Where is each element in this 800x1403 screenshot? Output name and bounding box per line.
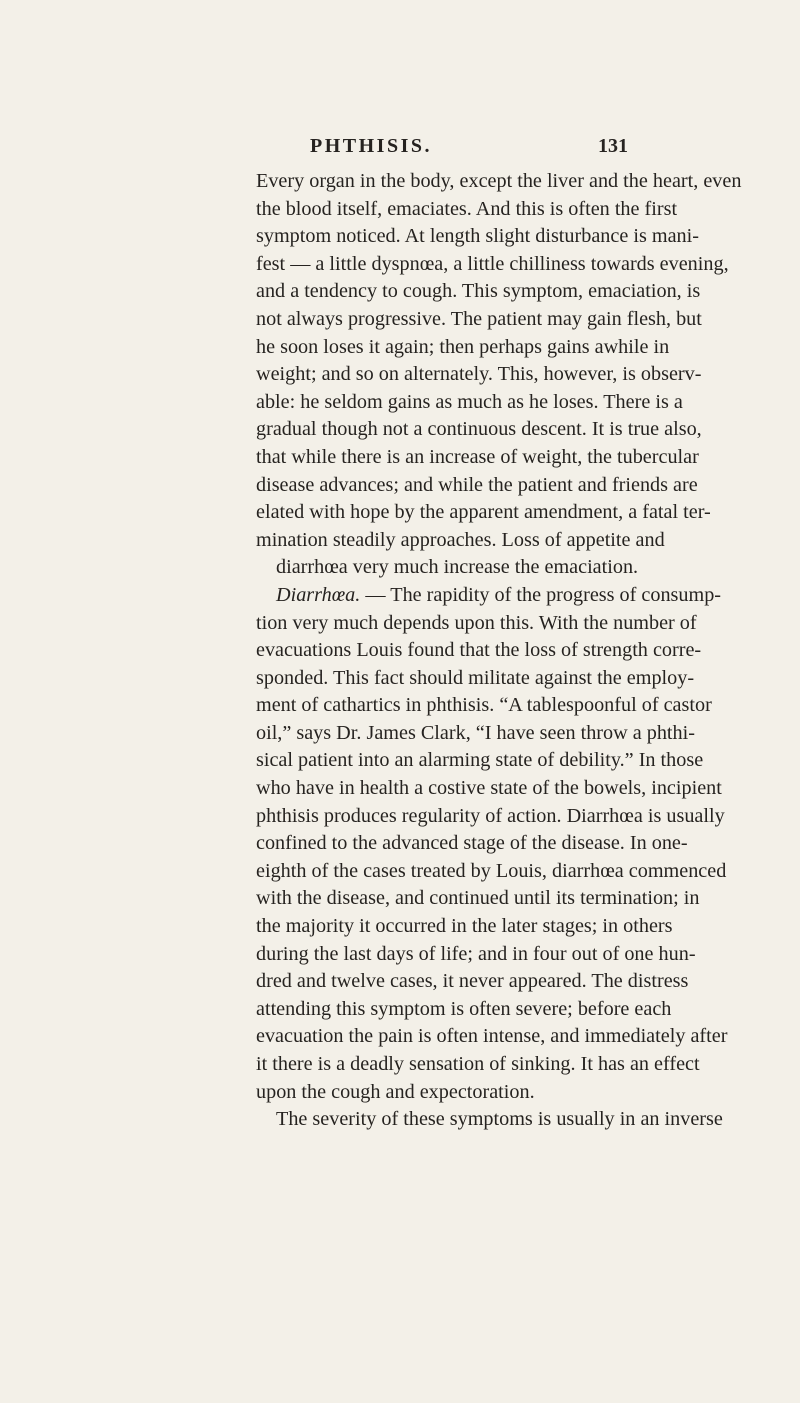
section-heading-rest: — The rapidity of the progress of consump- — [360, 583, 722, 606]
text-line: sical patient into an alarming state of debility.” In those — [256, 749, 704, 772]
text-line: tion very much depends upon this. With the number of — [256, 611, 697, 634]
text-line: gradual though not a continuous descent. It is true also, — [256, 418, 702, 441]
page-number: 131 — [598, 135, 628, 157]
text-line: evacuation the pain is often intense, and immediately after — [256, 1025, 728, 1048]
text-line: evacuations Louis found that the loss of strength corre- — [256, 639, 702, 662]
text-line: that while there is an increase of weight, the tubercular — [256, 445, 699, 468]
text-line: Every organ in the body, except the liver and the heart, even — [256, 170, 742, 192]
running-title: PHTHISIS. — [310, 135, 432, 157]
text-line: attending this symptom is often severe; before each — [256, 997, 672, 1020]
text-line: weight; and so on alternately. This, however, is observ- — [256, 363, 702, 386]
text-line: elated with hope by the apparent amendment, a fatal ter- — [256, 501, 711, 524]
text-line: able: he seldom gains as much as he loses. There is a — [256, 390, 683, 413]
section-heading-diarrhoea: Diarrhœa. — [276, 583, 361, 606]
text-line: dred and twelve cases, it never appeared. The distress — [256, 970, 689, 993]
text-line: sponded. This fact should militate against the employ- — [256, 666, 695, 689]
running-header — [258, 135, 628, 165]
text-line: he soon loses it again; then perhaps gains awhile in — [256, 335, 670, 358]
text-line: disease advances; and while the patient and friends are — [256, 473, 698, 496]
text-line: phthisis produces regularity of action. Diarrhœa is usually — [256, 804, 725, 827]
text-line: during the last days of life; and in four out of one hun- — [256, 942, 696, 965]
text-line: fest — a little dyspnœa, a little chilliness towards evening, — [256, 252, 729, 275]
text-line: symptom noticed. At length slight disturbance is mani- — [256, 225, 699, 248]
text-line: eighth of the cases treated by Louis, diarrhœa commenced — [256, 859, 727, 882]
diarrhoea-section-first-line — [256, 582, 722, 610]
text-line: who have in health a costive state of the bowels, incipient — [256, 777, 722, 800]
text-line: The severity of these symptoms is usually in an inverse — [276, 1108, 723, 1131]
text-line: upon the cough and expectoration. — [256, 1080, 535, 1103]
text-line: not always progressive. The patient may gain flesh, but — [256, 307, 702, 330]
text-line: the majority it occurred in the later stages; in others — [256, 915, 673, 938]
text-line: and a tendency to cough. This symptom, emaciation, is — [256, 280, 701, 303]
text-line: with the disease, and continued until its termination; in — [256, 887, 700, 910]
text-line: diarrhœa very much increase the emaciation. — [276, 556, 639, 579]
text-line: ment of cathartics in phthisis. “A tablespoonful of castor — [256, 694, 712, 717]
text-line: mination steadily approaches. Loss of appetite and — [256, 528, 665, 551]
text-line: confined to the advanced stage of the disease. In one- — [256, 832, 688, 855]
text-line: the blood itself, emaciates. And this is often the first — [256, 197, 678, 220]
text-line: it there is a deadly sensation of sinking. It has an effect — [256, 1053, 700, 1075]
body-text — [256, 168, 742, 1134]
text-line: oil,” says Dr. James Clark, “I have seen throw a phthi- — [256, 721, 695, 744]
